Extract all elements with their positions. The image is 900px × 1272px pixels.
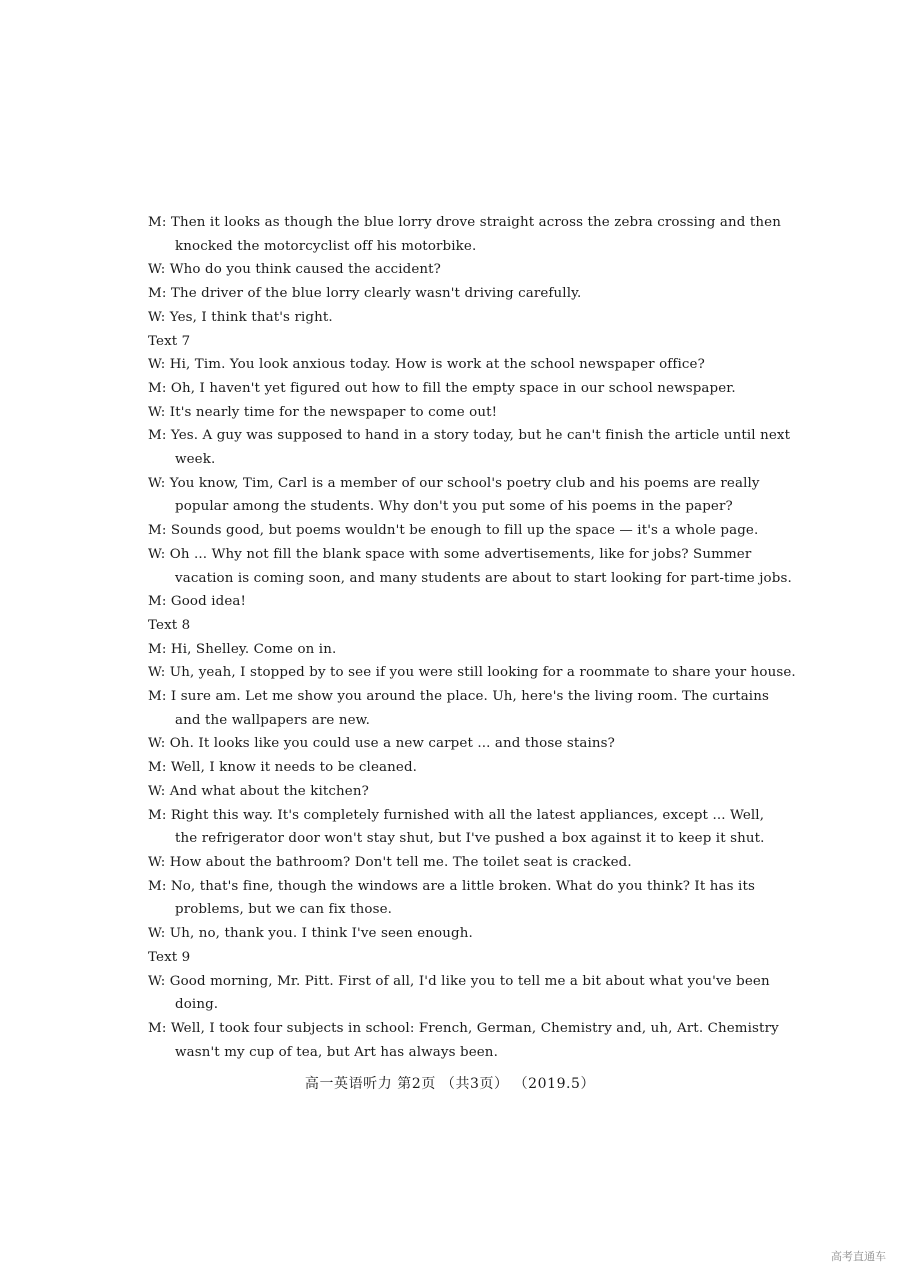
transcript-line: the refrigerator door won't stay shut, but I've pushed a box against it to keep it shut. (175, 831, 765, 847)
transcript-line: M: Hi, Shelley. Come on in. (148, 641, 337, 657)
watermark: 高考直通车 (831, 1250, 886, 1263)
transcript-line: W: Oh. It looks like you could use a new carpet ... and those stains? (148, 736, 615, 752)
transcript-line: vacation is coming soon, and many students are about to start looking for part-time jobs. (175, 570, 792, 586)
transcript-line: W: And what about the kitchen? (148, 783, 369, 799)
transcript-line: knocked the motorcyclist off his motorbike. (175, 238, 477, 254)
transcript-line: and the wallpapers are new. (175, 712, 371, 728)
transcript-line: M: Oh, I haven't yet figured out how to fill the empty space in our school newspaper. (148, 380, 736, 396)
transcript-line: M: Well, I took four subjects in school: French, German, Chemistry and, uh, Art. Chemistry (148, 1020, 779, 1036)
transcript-line: M: Well, I know it needs to be cleaned. (148, 760, 418, 776)
transcript-line: W: Hi, Tim. You look anxious today. How is work at the school newspaper office? (148, 357, 705, 373)
transcript-line: wasn't my cup of tea, but Art has always been. (175, 1044, 498, 1060)
transcript-line: doing. (175, 997, 219, 1013)
transcript-line: M: The driver of the blue lorry clearly wasn't driving carefully. (148, 286, 582, 302)
transcript-line: M: Good idea! (148, 594, 247, 610)
transcript-line: W: You know, Tim, Carl is a member of our school's poetry club and his poems are really (148, 475, 760, 491)
transcript-line: W: It's nearly time for the newspaper to come out! (148, 404, 498, 420)
transcript-line: W: Who do you think caused the accident? (148, 262, 441, 278)
transcript-line: W: How about the bathroom? Don't tell me. The toilet seat is cracked. (148, 854, 632, 870)
transcript-body (148, 211, 796, 1064)
transcript-line: M: Yes. A guy was supposed to hand in a story today, but he can't finish the article until next (148, 428, 791, 444)
transcript-line: W: Uh, no, thank you. I think I've seen enough. (148, 926, 473, 942)
section-heading-text-9: Text 9 (148, 949, 191, 965)
transcript-line: popular among the students. Why don't you put some of his poems in the paper? (175, 499, 733, 515)
transcript-line: M: Right this way. It's completely furnished with all the latest appliances, except ... Well, (148, 807, 765, 823)
transcript-line: M: No, that's fine, though the windows are a little broken. What do you think? It has its (148, 878, 755, 894)
section-heading-text-8: Text 8 (148, 617, 191, 633)
transcript-line: W: Good morning, Mr. Pitt. First of all, I'd like you to tell me a bit about what you've been (148, 973, 770, 989)
section-heading-text-7: Text 7 (148, 333, 191, 349)
transcript-line: M: I sure am. Let me show you around the place. Uh, here's the living room. The curtains (148, 689, 769, 705)
transcript-line: M: Then it looks as though the blue lorry drove straight across the zebra crossing and then (148, 215, 781, 230)
transcript-line: W: Uh, yeah, I stopped by to see if you were still looking for a roommate to share your house. (148, 665, 796, 681)
transcript-line: W: Yes, I think that's right. (148, 309, 333, 325)
page-footer: 高一英语听力 第2页 （共3页） （2019.5） (304, 1076, 596, 1092)
transcript-line: W: Oh ... Why not fill the blank space with some advertisements, like for jobs? Summer (148, 546, 752, 562)
transcript-line: M: Sounds good, but poems wouldn't be enough to fill up the space — it's a whole page. (148, 523, 759, 539)
transcript-line: problems, but we can fix those. (175, 902, 393, 918)
transcript-line: week. (175, 452, 216, 468)
